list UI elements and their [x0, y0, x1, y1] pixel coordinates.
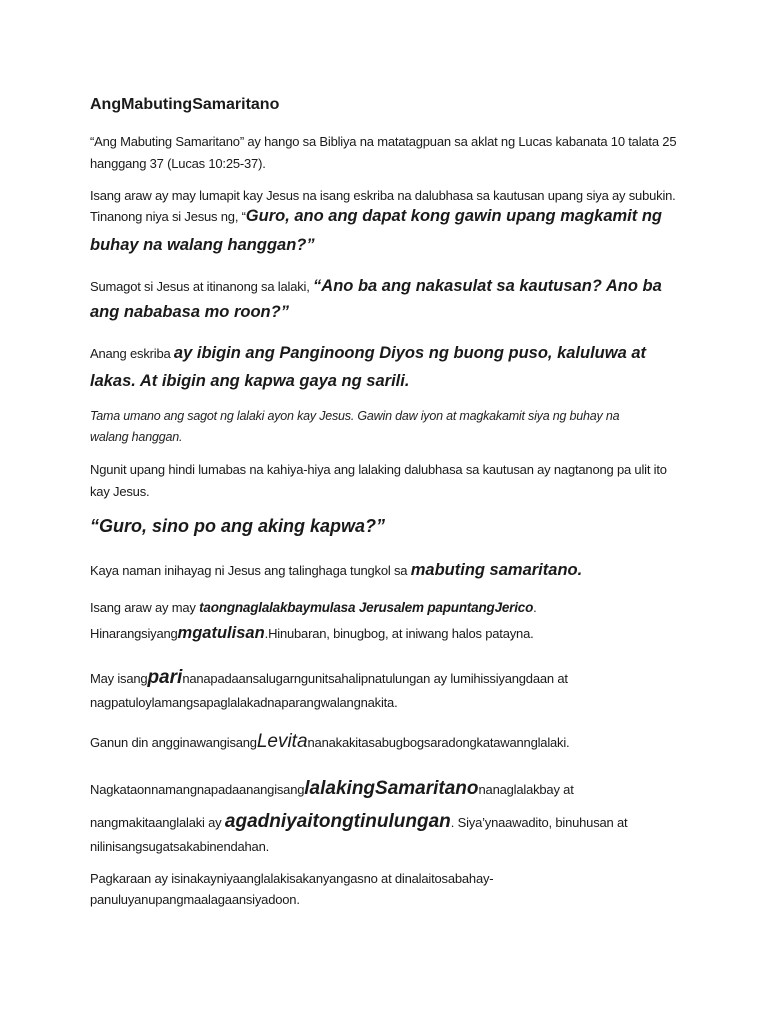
paragraph-line	[90, 812, 627, 831]
paragraph-line	[90, 237, 315, 254]
paragraph-line	[90, 779, 574, 798]
plain-text: . Siya’ynaawadito, binuhusan at	[450, 815, 628, 830]
paragraph-line	[90, 345, 646, 362]
quote-text: Guro, ano ang dapat kong gawin upang magkamit ng	[245, 207, 662, 225]
paragraph-line	[90, 601, 537, 615]
paragraph-line: Ngunit upang hindi lumabas na kahiya-hiya ang lalaking dalubhasa sa kautusan ay nagtanong pa ulit ito	[90, 462, 667, 477]
plain-text: Nagkataonnamangnapadaanangisang	[90, 782, 305, 797]
paragraph-line: Isang araw ay may lumapit kay Jesus na isang eskriba na dalubhasa sa kautusan upang siya ay subukin.	[90, 188, 676, 203]
paragraph-line	[90, 278, 662, 295]
quote-text: buhay na walang hanggan?”	[90, 236, 315, 254]
plain-text: Hinarangsiyang	[90, 626, 178, 641]
paragraph-line: kay Jesus.	[90, 484, 150, 499]
emphasis-text: agadniyaitongtinulungan	[224, 811, 451, 832]
document-title: AngMabutingSamaritano	[90, 96, 280, 113]
plain-text: Ganun din angginawangisang	[90, 735, 257, 750]
quote-text: “Ano ba ang nakasulat sa kautusan? Ano ba	[313, 277, 662, 295]
plain-text: nanakakitasabugbogsaradongkatawannglalaki.	[307, 735, 570, 750]
plain-text: .Hinubaran, binugbog, at iniwang halos patayna.	[264, 626, 534, 641]
paragraph-line	[90, 208, 662, 225]
plain-text: Anang eskriba	[90, 346, 174, 361]
paragraph-line: hanggang 37 (Lucas 10:25-37).	[90, 156, 266, 171]
plain-text: Tinanong niya si Jesus ng, “	[90, 209, 246, 224]
emphasis-text: pari	[147, 667, 183, 688]
plain-text: Isang araw ay may	[90, 600, 200, 615]
quote-text: ang nababasa mo roon?”	[90, 303, 289, 321]
paragraph-line: nilinisangsugatsakabinendahan.	[90, 839, 270, 854]
plain-text: nanapadaansalugarngunitsahalipnatulungan ay lumihissiyangdaan at	[182, 671, 568, 686]
paragraph-line: walang hanggan.	[90, 430, 183, 444]
emphasis-text: lalakingSamaritano	[304, 778, 479, 799]
quote-heading: “Guro, sino po ang aking kapwa?”	[90, 516, 386, 536]
paragraph-line: “Ang Mabuting Samaritano” ay hango sa Bibliya na matatagpuan sa aklat ng Lucas kabanata 10 talata 25	[90, 134, 677, 149]
paragraph-line	[90, 732, 569, 751]
paragraph-line: Tama umano ang sagot ng lalaki ayon kay Jesus. Gawin daw iyon at magkakamit siya ng buhay na	[90, 409, 620, 423]
paragraph-line	[90, 304, 289, 321]
plain-text: Sumagot si Jesus at itinanong sa lalaki,	[90, 279, 314, 294]
paragraph-line	[90, 562, 582, 579]
plain-text: May isang	[90, 671, 148, 686]
plain-text: nanaglalakbay at	[478, 782, 574, 797]
quote-text: lakas. At ibigin ang kapwa gaya ng sarili.	[90, 372, 410, 390]
plain-text: .	[533, 600, 537, 615]
emphasis-text: Levita	[256, 731, 308, 752]
paragraph-line: nagpatuloylamangsapaglalakadnaparangwalangnakita.	[90, 695, 398, 710]
paragraph-line: Pagkaraan ay isinakayniyaanglalakisakanyangasno at dinalaitosabahay-	[90, 871, 494, 886]
paragraph-line	[90, 373, 409, 390]
plain-text: nangmakitaanglalaki ay	[90, 815, 225, 830]
plain-text: Kaya naman inihayag ni Jesus ang talinghaga tungkol sa	[90, 563, 411, 578]
paragraph-line: panuluyanupangmaalagaansiyadoon.	[90, 892, 300, 907]
paragraph-line	[90, 625, 534, 642]
emphasis-text: mgatulisan	[177, 624, 265, 642]
quote-text: ay ibigin ang Panginoong Diyos ng buong puso, kaluluwa at	[173, 344, 647, 362]
emphasis-text: taongnaglalakbaymulasa Jerusalem papuntangJerico	[199, 600, 534, 615]
emphasis-text: mabuting samaritano.	[410, 561, 583, 579]
paragraph-line	[90, 668, 568, 687]
